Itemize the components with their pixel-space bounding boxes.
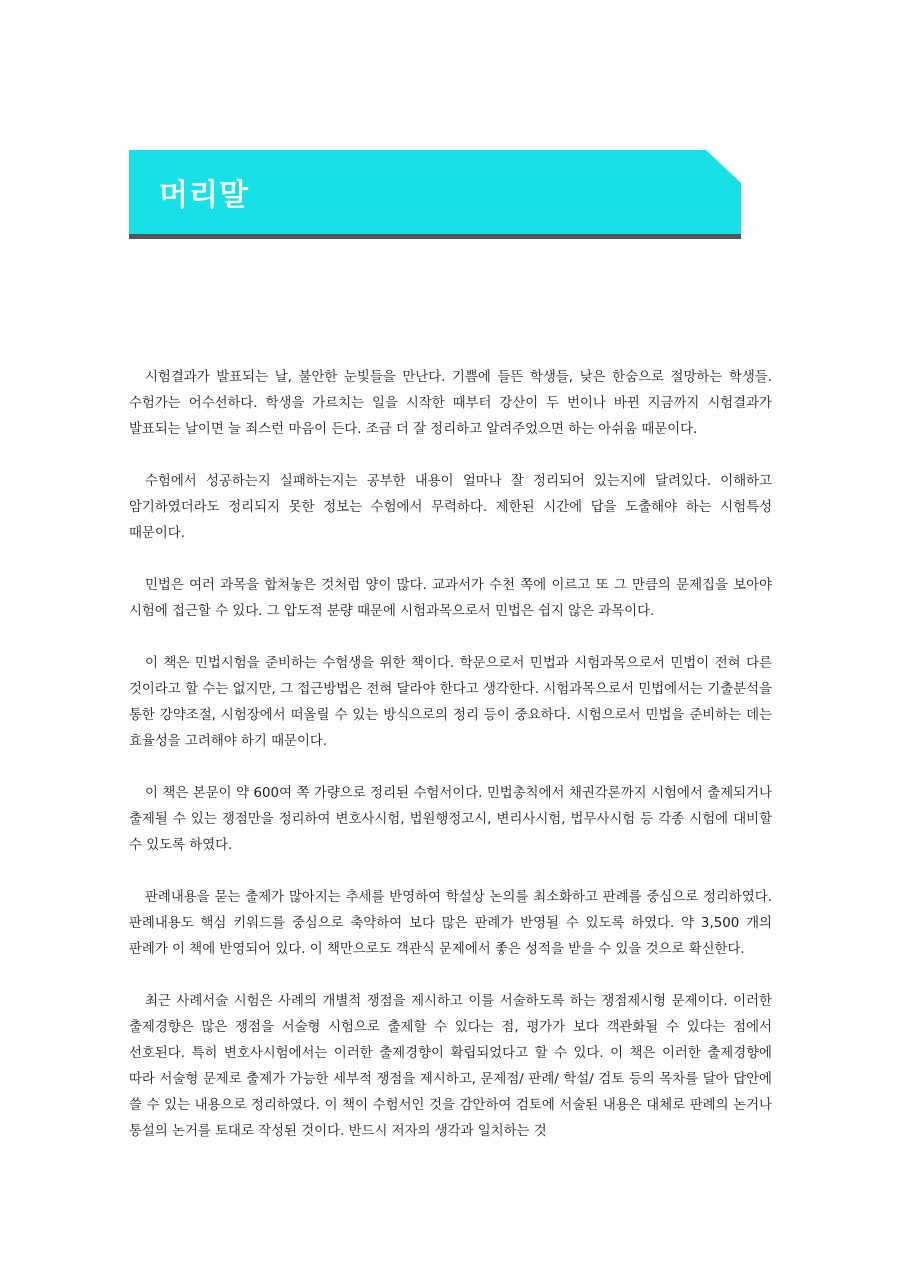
paragraph-6: 판례내용을 묻는 출제가 많아지는 추세를 반영하여 학설상 논의를 최소화하고 판례를 중심으로 정리하였다. 판례내용도 핵심 키워드를 중심으로 축약하여 보다 많은 판례가 반영될 수 있도록 하였다. 약 3,500 개의 판례가 이 책에 반영되어 있다. 이 책만으로도 객관식 문제에서 좋은 성적을 받을 수 있을 것으로 확신한다. [129,890,772,957]
page-title: 머리말 [159,178,249,213]
preface-body [129,365,772,1171]
paragraph-7: 최근 사례서술 시험은 사례의 개별적 쟁점을 제시하고 이를 서술하도록 하는 쟁점제시형 문제이다. 이러한 출제경향은 많은 쟁점을 서술형 시험으로 출제할 수 있다는 점, 평가가 보다 객관화될 수 있다는 점에서 선호된다. 특히 변호사시험에서는 이러한 출제경향이 확립되었다고 할 수 있다. 이 책은 이러한 출제경향에 따라 서술형 문제로 출제가 가능한 세부적 쟁점을 제시하고, 문제점/ 판례/ 학설/ 검토 등의 목차를 달아 답안에 쓸 수 있는 내용으로 정리하였다. 이 책이 수험서인 것을 감안하여 검토에 서술된 내용은 대체로 판례의 논거나 통설의 논거를 토대로 작성된 것이다. 반드시 저자의 생각과 일치하는 것 [129,994,772,1139]
paragraph-4: 이 책은 민법시험을 준비하는 수험생을 위한 책이다. 학문으로서 민법과 시험과목으로서 민법이 전혀 다른 것이라고 할 수는 없지만, 그 접근방법은 전혀 달라야 한다고 생각한다. 시험과목으로서 민법에서는 기출분석을 통한 강약조절, 시험장에서 떠올릴 수 있는 방식으로의 정리 등이 중요하다. 시험으로서 민법을 준비하는 데는 효율성을 고려해야 하기 때문이다. [129,656,772,749]
paragraph-3: 민법은 여러 과목을 합쳐놓은 것처럼 양이 많다. 교과서가 수천 쪽에 이르고 또 그 만큼의 문제집을 보아야 시험에 접근할 수 있다. 그 압도적 분량 때문에 시험과목으로서 민법은 쉽지 않은 과목이다. [129,578,772,619]
header-banner [129,150,741,240]
banner-underline [129,234,741,239]
paragraph-1: 시험결과가 발표되는 날, 불안한 눈빛들을 만난다. 기쁨에 들뜬 학생들, 낮은 한숨으로 절망하는 학생들. 수험가는 어수선하다. 학생을 가르치는 일을 시작한 때부터 강산이 두 번이나 바뀐 지금까지 시험결과가 발표되는 날이면 늘 죄스런 마음이 든다. 조금 더 잘 정리하고 알려주었으면 하는 아쉬움 때문이다. [129,370,772,437]
paragraph-2: 수험에서 성공하는지 실패하는지는 공부한 내용이 얼마나 잘 정리되어 있는지에 달려있다. 이해하고 암기하였더라도 정리되지 못한 정보는 수험에서 무력하다. 제한된 시간에 답을 도출해야 하는 시험특성 때문이다. [129,474,772,541]
paragraph-5: 이 책은 본문이 약 600여 쪽 가량으로 정리된 수험서이다. 민법총칙에서 채권각론까지 시험에서 출제되거나 출제될 수 있는 쟁점만을 정리하여 변호사시험, 법원행정고시, 변리사시험, 법무사시험 등 각종 시험에 대비할 수 있도록 하였다. [129,786,772,853]
